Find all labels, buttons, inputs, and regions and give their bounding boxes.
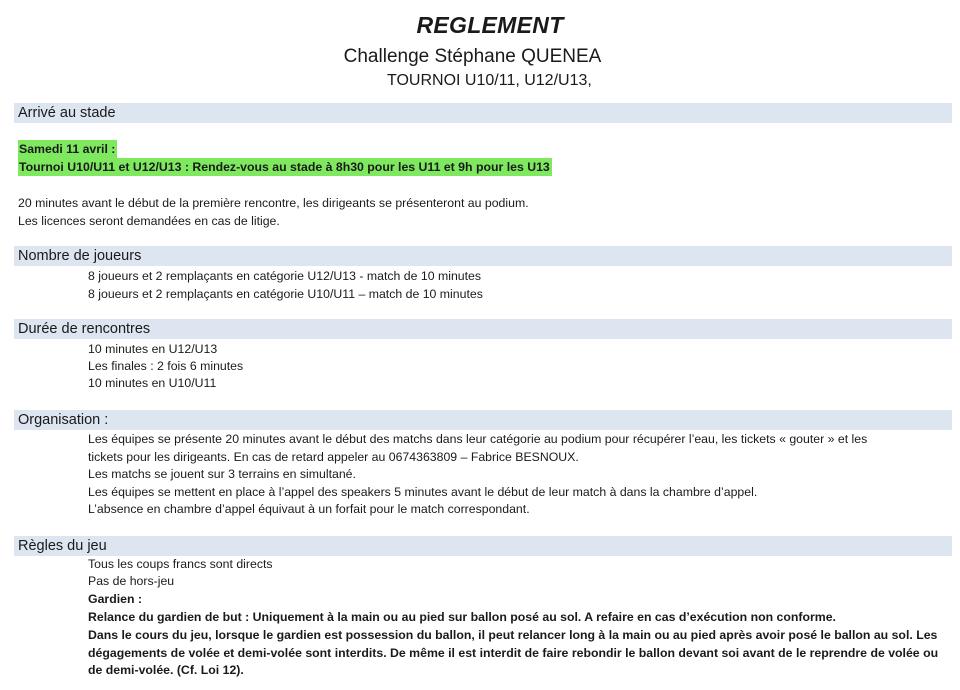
text-line: Les matchs se jouent sur 3 terrains en simultané. [88, 467, 356, 481]
text-line-bold: Relance du gardien de but : Uniquement à la main ou au pied sur ballon posé au sol. A refaire en cas d’exécution non conforme. [88, 610, 836, 624]
text-line: tickets pour les dirigeants. En cas de retard appeler au 0674363809 – Fabrice BESNOUX. [88, 450, 579, 464]
text-line-bold: dégagements de volée et demi-volée sont interdits. De même il est interdit de faire rebondir le ballon devant soi avant de le reprendre de volée ou [88, 646, 939, 660]
section-heading-arrive: Arrivé au stade [14, 103, 952, 123]
text-line: Les équipes se présente 20 minutes avant le début des matchs dans leur catégorie au podium pour récupérer l’eau, les tickets « gouter » et les [88, 432, 868, 446]
text-line: Tous les coups francs sont directs [88, 557, 273, 571]
section-heading-joueurs: Nombre de joueurs [14, 246, 952, 266]
text-line: Les équipes se mettent en place à l’appel des speakers 5 minutes avant le début de leur match à dans la chambre d’appel. [88, 485, 758, 499]
text-line: L’absence en chambre d’appel équivaut à un forfait pour le match correspondant. [88, 502, 530, 516]
text-line: 10 minutes en U12/U13 [88, 342, 218, 356]
tournament-label: TOURNOI U10/11, U12/U13, [387, 72, 592, 89]
document-title: REGLEMENT [416, 12, 564, 38]
text-line: 10 minutes en U10/U11 [88, 376, 217, 390]
text-line: 20 minutes avant le début de la première rencontre, les dirigeants se présenteront au podium. [18, 196, 529, 210]
document-subtitle: Challenge Stéphane QUENEA [343, 46, 602, 67]
highlight-date: Samedi 11 avril : [19, 142, 116, 156]
text-line: 8 joueurs et 2 remplaçants en catégorie U10/U11 – match de 10 minutes [88, 287, 483, 301]
section-heading-organisation: Organisation : [14, 410, 952, 430]
text-line-bold: Dans le cours du jeu, lorsque le gardien est possession du ballon, il peut relancer long à la main ou au pied après avoir posé le ballon au sol. Les [88, 628, 938, 642]
text-line-bold: Gardien : [88, 592, 142, 606]
section-heading-duree: Durée de rencontres [14, 319, 952, 339]
highlight-rdv: Tournoi U10/U11 et U12/U13 : Rendez-vous au stade à 8h30 pour les U11 et 9h pour les U13 [19, 160, 550, 174]
text-line: Les licences seront demandées en cas de litige. [18, 214, 280, 228]
text-line: Les finales : 2 fois 6 minutes [88, 359, 244, 373]
text-line: Pas de hors-jeu [88, 574, 175, 588]
text-line-bold: de demi-volée. (Cf. Loi 12). [88, 663, 244, 677]
section-heading-regles: Règles du jeu [14, 536, 952, 556]
text-line: 8 joueurs et 2 remplaçants en catégorie U12/U13 - match de 10 minutes [88, 269, 482, 283]
